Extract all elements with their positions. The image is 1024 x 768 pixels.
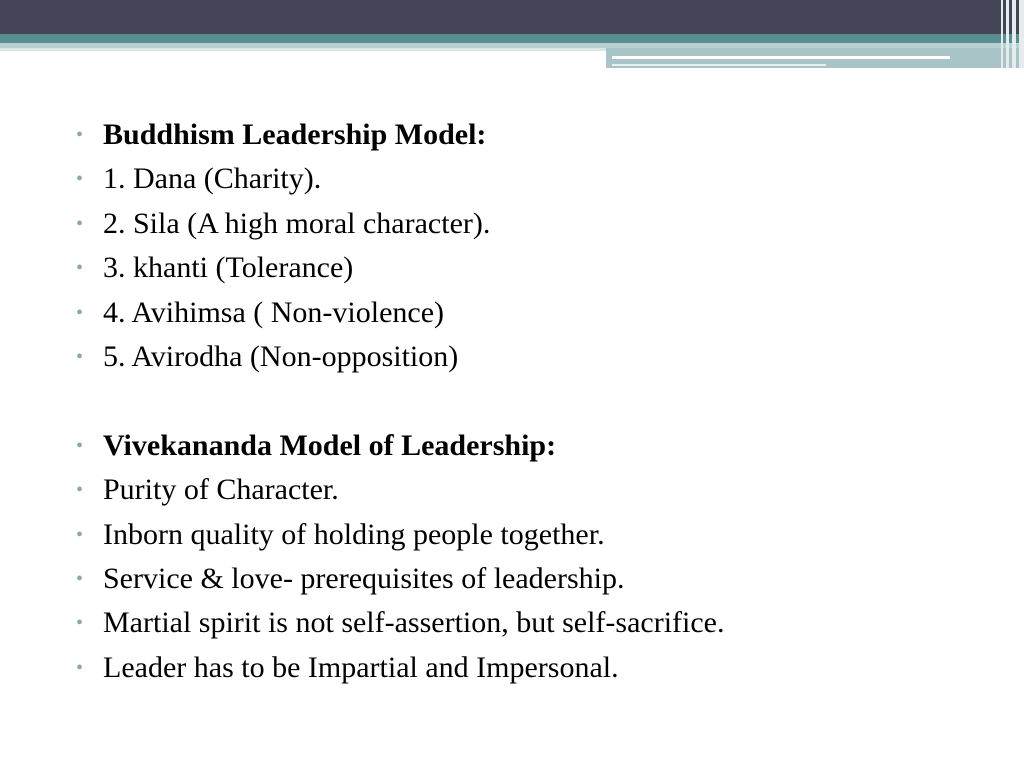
bullet-icon: • — [76, 257, 84, 280]
bullet-icon: • — [76, 168, 84, 191]
header-stripe — [1019, 0, 1024, 68]
bullet-icon: • — [76, 212, 84, 235]
list-item-text: 4. Avihimsa ( Non-violence) — [103, 295, 445, 329]
slide-body — [74, 113, 994, 690]
list-item-text: 5. Avirodha (Non-opposition) — [103, 339, 459, 373]
header-light-line — [0, 48, 606, 51]
header-stripe — [1006, 0, 1009, 68]
list-item-text: Purity of Character. — [103, 473, 339, 507]
bullet-icon: • — [76, 434, 84, 457]
bullet-icon: • — [76, 479, 84, 502]
section-heading — [74, 424, 994, 468]
bullet-icon: • — [76, 124, 84, 146]
list-item — [74, 468, 994, 512]
section-heading-text: Vivekananda Model of Leadership: — [103, 428, 557, 462]
list-item-text: Inborn quality of holding people together. — [103, 517, 605, 551]
section-spacer — [74, 379, 994, 423]
list-item-text: Martial spirit is not self-assertion, but self-sacrifice. — [103, 606, 725, 640]
section-heading-text: Buddhism Leadership Model: — [103, 118, 487, 151]
list-item — [74, 646, 994, 690]
bullet-icon: • — [76, 345, 84, 368]
bullet-icon: • — [76, 612, 84, 635]
list-item-text: Service & love- prerequisites of leadership. — [103, 561, 625, 595]
header-tab-lower-line — [612, 64, 826, 66]
list-item — [74, 513, 994, 557]
header-dark-band — [0, 0, 1024, 34]
list-item-text: 1. Dana (Charity). — [103, 162, 322, 196]
bullet-icon: • — [76, 567, 84, 590]
header-tab-inner-line — [612, 56, 950, 59]
list-item — [74, 157, 994, 201]
header-stripes-decoration — [992, 0, 1024, 68]
header-stripe — [1012, 0, 1016, 68]
header-stripe — [1001, 0, 1003, 68]
list-item-text: Leader has to be Impartial and Impersonal. — [103, 650, 619, 684]
list-item — [74, 246, 994, 290]
list-item — [74, 557, 994, 601]
list-item — [74, 291, 994, 335]
bullet-icon: • — [76, 301, 84, 324]
bullet-icon: • — [76, 523, 84, 546]
header-teal-band — [0, 34, 1024, 43]
section-heading — [74, 113, 994, 157]
list-item — [74, 335, 994, 379]
list-item — [74, 202, 994, 246]
bullet-icon: • — [76, 656, 84, 679]
list-item — [74, 601, 994, 645]
list-item-text: 3. khanti (Tolerance) — [103, 251, 354, 285]
list-item-text: 2. Sila (A high moral character). — [103, 206, 491, 240]
